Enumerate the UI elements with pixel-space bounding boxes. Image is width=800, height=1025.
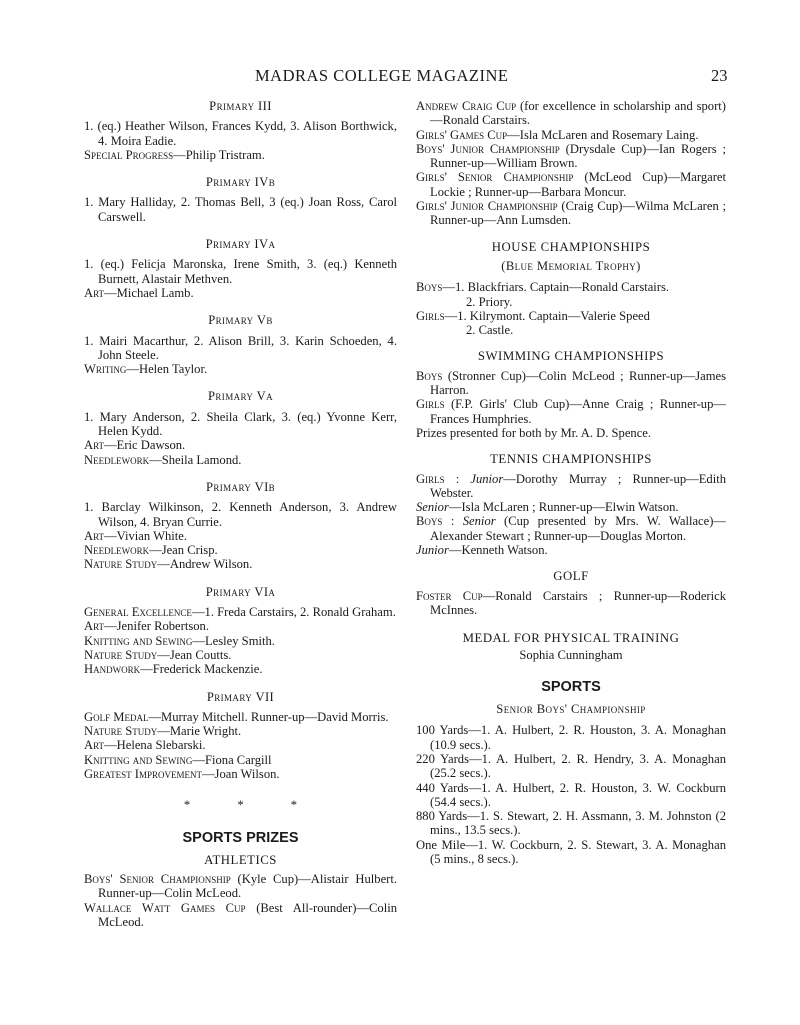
list-item: 1. (eq.) Felicja Maronska, Irene Smith, 3. (eq.) Kenneth Burnett, Alastair Methven. <box>84 257 397 286</box>
list-item: 1. Barclay Wilkinson, 2. Kenneth Anderson, 3. Andrew Wilson, 4. Bryan Currie. <box>84 500 397 529</box>
heading-house-championships: HOUSE CHAMPIONSHIPS <box>491 239 651 254</box>
prize-name: Needlework <box>84 452 150 467</box>
prize-winner: —Helena Slebarski. <box>104 738 206 753</box>
prize-winner: —Andrew Wilson. <box>157 557 253 572</box>
prize-winner: —Jean Coutts. <box>157 647 232 662</box>
prize-name: Nature Study <box>84 647 158 662</box>
list-item: 2. Castle. <box>466 323 514 338</box>
prize-winner: (Drysdale Cup)—Ian Rogers ; Runner-up—William Brown. <box>430 141 727 171</box>
prize-name: Knitting and Sewing <box>84 633 193 648</box>
list-item <box>84 529 397 543</box>
list-item <box>84 543 397 557</box>
list-item <box>84 148 397 162</box>
list-item <box>416 500 726 514</box>
list-item <box>84 753 397 767</box>
list-item <box>84 362 397 376</box>
heading-sports: SPORTS <box>541 678 601 695</box>
list-item: Prizes presented for both by Mr. A. D. Spence. <box>416 425 652 440</box>
list-item <box>84 901 397 930</box>
prize-name: Boys' Junior Championship <box>416 141 560 156</box>
prize-winner: —Jenifer Robertson. <box>104 619 209 634</box>
prize-winner: —1. Blackfriars. Captain—Ronald Carstairs. <box>442 280 670 295</box>
prize-winner: —Kenneth Watson. <box>448 543 548 558</box>
list-item <box>84 767 397 781</box>
prize-winner: —Isla McLaren and Rosemary Laing. <box>507 127 699 142</box>
heading-sports-prizes: SPORTS PRIZES <box>182 829 299 846</box>
list-item <box>84 453 397 467</box>
prize-name: Golf Medal <box>84 709 149 724</box>
list-item <box>416 142 726 171</box>
prize-winner: —Isla McLaren ; Runner-up—Elwin Watson. <box>448 500 679 515</box>
list-item: 220 Yards—1. A. Hulbert, 2. R. Hendry, 3. A. Monaghan (25.2 secs.). <box>416 751 726 781</box>
prize-winner: —Fiona Cargill <box>192 752 272 767</box>
prize-name: Art <box>84 438 105 453</box>
prize-name: Wallace Watt Games Cup <box>84 900 246 915</box>
list-item <box>84 286 397 300</box>
prize-name: Nature Study <box>84 557 158 572</box>
prize-winner: —Philip Tristram. <box>173 147 265 162</box>
prize-winner: (Best All-rounder)—Colin McLeod. <box>98 900 397 930</box>
prize-winner: —Michael Lamb. <box>104 285 194 300</box>
list-item <box>84 605 397 619</box>
list-item <box>416 170 726 199</box>
prize-name: Boys' Senior Championship <box>84 872 231 887</box>
separator: : <box>444 471 471 486</box>
prize-name: Nature Study <box>84 724 158 739</box>
prize-name: Foster Cup <box>416 588 483 603</box>
list-item <box>416 589 726 618</box>
prize-winner: —Eric Dawson. <box>104 438 186 453</box>
prize-name: Boys <box>416 280 443 295</box>
category-label: Junior <box>470 471 504 486</box>
medal-winner: Sophia Cunningham <box>519 647 623 662</box>
prize-name: Writing <box>84 362 127 377</box>
list-item <box>84 738 397 752</box>
prize-name: Boys <box>416 514 443 529</box>
subheading-senior-boys-championship: Senior Boys' Championship <box>496 702 646 717</box>
separator: : <box>442 514 463 529</box>
list-item <box>84 724 397 738</box>
section-heading-primary-6b: Primary VIb <box>205 479 276 494</box>
left-column <box>84 99 397 929</box>
list-item <box>416 199 726 228</box>
list-item <box>416 397 726 426</box>
heading-swimming-championships: SWIMMING CHAMPIONSHIPS <box>477 349 665 364</box>
section-heading-primary-7: Primary VII <box>206 689 275 704</box>
list-item <box>416 128 726 142</box>
prize-name: Handwork <box>84 662 141 677</box>
prize-name: Girls' Games Cup <box>416 127 508 142</box>
list-item <box>416 472 726 501</box>
section-heading-primary-5a: Primary Va <box>207 389 274 404</box>
list-item <box>84 662 397 676</box>
heading-tennis-championships: TENNIS CHAMPIONSHIPS <box>490 452 652 467</box>
prize-winner: —Helen Taylor. <box>126 362 208 377</box>
right-column <box>416 99 726 866</box>
prize-name: Girls <box>416 397 445 412</box>
list-item <box>416 309 726 323</box>
prize-winner: (Kyle Cup)—Alistair Hulbert. Runner-up—Colin McLeod. <box>98 872 398 901</box>
prize-name: Boys <box>416 368 443 383</box>
prize-name: Girls' Senior Championship <box>416 170 574 185</box>
section-heading-primary-4a: Primary IVa <box>205 237 276 252</box>
prize-winner: —Vivian White. <box>104 528 188 543</box>
prize-winner: (Craig Cup)—Wilma McLaren ; Runner-up—Ann Lumsden. <box>430 199 726 228</box>
list-item <box>84 438 397 452</box>
prize-name: Knitting and Sewing <box>84 752 193 767</box>
page-number: 23 <box>711 66 728 85</box>
list-item <box>416 514 726 543</box>
prize-name: Girls' Junior Championship <box>416 199 558 214</box>
heading-medal-physical-training: MEDAL FOR PHYSICAL TRAINING <box>462 631 680 646</box>
section-heading-primary-6a: Primary VIa <box>205 584 276 599</box>
list-item <box>84 872 397 901</box>
section-divider-stars: * * * <box>183 798 320 813</box>
prize-winner: (McLeod Cup)—Margaret Lockie ; Runner-up—Barbara Moncur. <box>430 170 726 199</box>
list-item: One Mile—1. W. Cockburn, 2. S. Stewart, 3. A. Monaghan (5 mins., 8 secs.). <box>416 837 726 867</box>
category-label: Senior <box>462 514 496 529</box>
list-item: 1. Mairi Macarthur, 2. Alison Brill, 3. Karin Schoeden, 4. John Steele. <box>84 333 397 362</box>
prize-name: Needlework <box>84 543 150 558</box>
section-heading-primary-4b: Primary IVb <box>205 175 276 190</box>
subheading-blue-memorial-trophy: (Blue Memorial Trophy) <box>501 258 641 273</box>
list-item: 880 Yards—1. S. Stewart, 2. H. Assmann, 3. M. Johnston (2 mins., 13.5 secs.). <box>416 809 726 838</box>
list-item <box>84 634 397 648</box>
category-label: Senior <box>416 500 449 515</box>
category-label: Junior <box>416 543 449 558</box>
section-heading-primary-5b: Primary Vb <box>208 313 273 328</box>
prize-name: Girls <box>416 471 445 486</box>
prize-name: Girls <box>416 308 445 323</box>
prize-name: Special Progress <box>84 147 174 162</box>
prize-winner: (for excellence in scholarship and sport)—Ronald Carstairs. <box>430 99 726 128</box>
list-item: 1. (eq.) Heather Wilson, Frances Kydd, 3. Alison Borthwick, 4. Moira Eadie. <box>84 119 397 148</box>
prize-name: Art <box>84 619 105 634</box>
prize-winner: —Joan Wilson. <box>201 766 280 781</box>
prize-winner: —Murray Mitchell. Runner-up—David Morris. <box>148 709 389 724</box>
prize-winner: —Jean Crisp. <box>149 543 218 558</box>
magazine-title: MADRAS COLLEGE MAGAZINE <box>255 66 509 85</box>
heading-golf: GOLF <box>553 569 589 584</box>
prize-winner: —1. Freda Carstairs, 2. Ronald Graham. <box>191 605 396 620</box>
prize-winner: (Cup presented by Mrs. W. Wallace)—Alexander Stewart ; Runner-up—Douglas Morton. <box>430 514 727 543</box>
list-item: 1. Mary Halliday, 2. Thomas Bell, 3 (eq.) Joan Ross, Carol Carswell. <box>84 195 397 224</box>
heading-athletics: ATHLETICS <box>204 852 277 867</box>
prize-name: Art <box>84 738 105 753</box>
list-item <box>416 543 726 557</box>
list-item <box>84 710 397 724</box>
page-header <box>0 66 800 90</box>
list-item: 100 Yards—1. A. Hulbert, 2. R. Houston, 3. A. Monaghan (10.9 secs.). <box>416 723 726 752</box>
prize-winner: —Dorothy Murray ; Runner-up—Edith Webster. <box>430 471 726 500</box>
prize-winner: —Lesley Smith. <box>192 633 275 648</box>
prize-name: Andrew Craig Cup <box>416 99 517 113</box>
prize-winner: —Sheila Lamond. <box>149 452 242 467</box>
section-heading-primary-3: Primary III <box>209 99 272 113</box>
prize-winner: —Ronald Carstairs ; Runner-up—Roderick McInnes. <box>430 588 726 617</box>
prize-winner: (Stronner Cup)—Colin McLeod ; Runner-up—James Harron. <box>430 368 726 398</box>
list-item: 440 Yards—1. A. Hulbert, 2. R. Houston, 3. W. Cockburn (54.4 secs.). <box>416 780 726 809</box>
prize-winner: —Frederick Mackenzie. <box>140 662 263 677</box>
list-item <box>84 648 397 662</box>
list-item <box>84 619 397 633</box>
list-item <box>416 280 726 294</box>
list-item <box>84 557 397 571</box>
prize-name: Art <box>84 528 105 543</box>
prize-winner: (F.P. Girls' Club Cup)—Anne Craig ; Runner-up—Frances Humphries. <box>430 397 726 426</box>
list-item: 1. Mary Anderson, 2. Sheila Clark, 3. (eq.) Yvonne Kerr, Helen Kydd. <box>84 409 397 439</box>
list-item <box>416 99 726 128</box>
prize-winner: —1. Kilrymont. Captain—Valerie Speed <box>444 308 650 323</box>
prize-name: General Excellence <box>84 605 192 620</box>
list-item: 2. Priory. <box>466 294 513 309</box>
prize-winner: —Marie Wright. <box>157 724 242 739</box>
prize-name: Greatest Improvement <box>84 766 202 781</box>
list-item <box>416 369 726 398</box>
prize-name: Art <box>84 285 105 300</box>
